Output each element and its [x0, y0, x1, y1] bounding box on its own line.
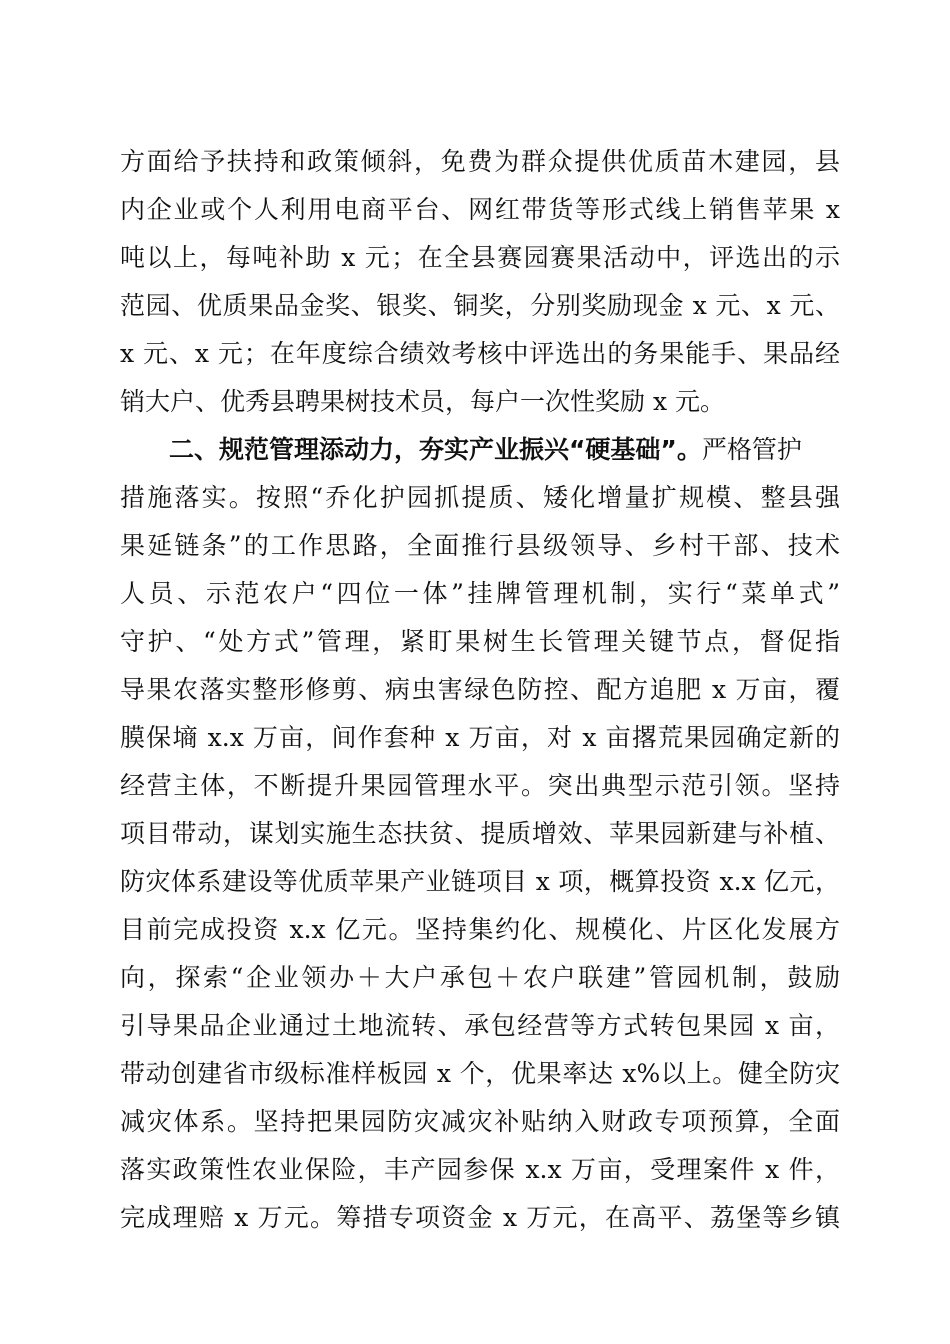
body-text-line: 销大户、优秀县聘果树技术员，每户一次性奖励 x 元。 [120, 387, 725, 416]
section-heading: 二、规范管理添动力，夯实产业振兴“硬基础”。 [169, 435, 702, 464]
body-text-line: 果延链条”的工作思路，全面推行县级领导、乡村干部、技术 [120, 531, 840, 560]
body-text-line: 引导果品企业通过土地流转、承包经营等方式转包果园 x 亩， [120, 1011, 840, 1040]
body-text-line: 方面给予扶持和政策倾斜，免费为群众提供优质苗木建园，县 [120, 147, 840, 176]
body-text-line: 落实政策性农业保险，丰产园参保 x.x 万亩，受理案件 x 件， [120, 1155, 840, 1184]
body-text-line: 人员、示范农户“四位一体”挂牌管理机制，实行“菜单式” [120, 579, 840, 608]
body-text-line: 带动创建省市级标准样板园 x 个，优果率达 x%以上。健全防灾 [120, 1059, 840, 1088]
body-text-line: 措施落实。按照“乔化护园抓提质、矮化增量扩规模、整县强 [120, 483, 840, 512]
body-text-line: 减灾体系。坚持把果园防灾减灾补贴纳入财政专项预算，全面 [120, 1107, 840, 1136]
body-text-line: 完成理赔 x 万元。筹措专项资金 x 万元，在高平、荔堡等乡镇 [120, 1203, 840, 1232]
body-text-line: x 元、x 元；在年度综合绩效考核中评选出的务果能手、果品经 [120, 339, 840, 368]
body-text: 严格管护 [701, 435, 802, 464]
body-text-line: 经营主体，不断提升果园管理水平。突出典型示范引领。坚持 [120, 771, 840, 800]
body-text-line: 守护、“处方式”管理，紧盯果树生长管理关键节点，督促指 [120, 627, 840, 656]
section-heading-line [169, 430, 840, 470]
body-text-line: 导果农落实整形修剪、病虫害绿色防控、配方追肥 x 万亩，覆 [120, 675, 840, 704]
body-text-line: 向，探索“企业领办＋大户承包＋农户联建”管园机制，鼓励 [120, 963, 840, 992]
body-text-line: 防灾体系建设等优质苹果产业链项目 x 项，概算投资 x.x 亿元， [120, 867, 840, 896]
body-text-line: 范园、优质果品金奖、银奖、铜奖，分别奖励现金 x 元、x 元、 [120, 291, 840, 320]
body-text-line: 膜保墒 x.x 万亩，间作套种 x 万亩，对 x 亩撂荒果园确定新的 [120, 723, 840, 752]
body-text-line: 吨以上，每吨补助 x 元；在全县赛园赛果活动中，评选出的示 [120, 243, 840, 272]
body-text-line: 目前完成投资 x.x 亿元。坚持集约化、规模化、片区化发展方 [120, 915, 840, 944]
body-text-line: 项目带动，谋划实施生态扶贫、提质增效、苹果园新建与补植、 [120, 819, 840, 848]
body-text-line: 内企业或个人利用电商平台、网红带货等形式线上销售苹果 x [120, 195, 840, 224]
